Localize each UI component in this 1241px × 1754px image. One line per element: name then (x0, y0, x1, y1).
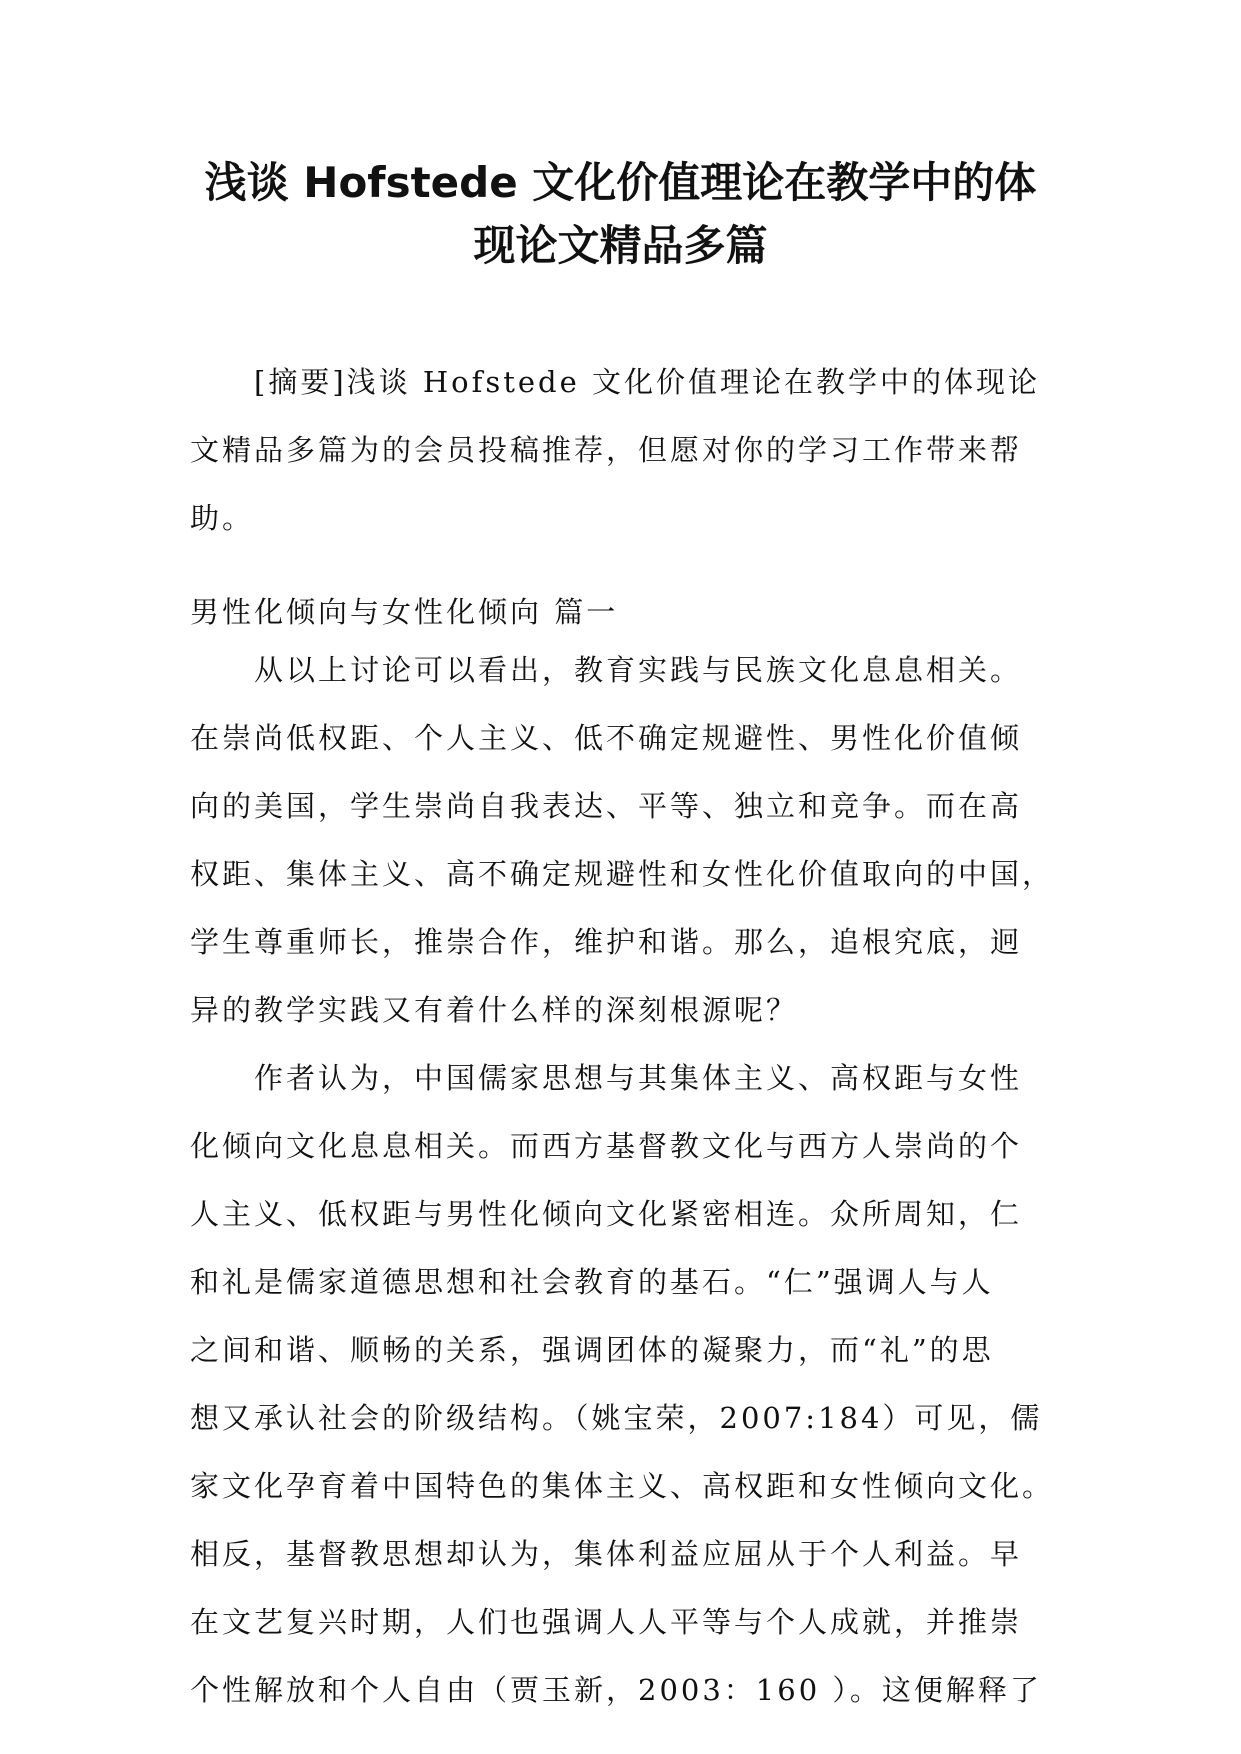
paragraph-1-line: 向的美国，学生崇尚自我表达、平等、独立和竞争。而在高 (190, 789, 1023, 823)
paragraph-2-line: 作者认为，中国儒家思想与其集体主义、高权距与女性 (254, 1061, 1023, 1095)
paragraph-2-line: 想又承认社会的阶级结构。（姚宝荣，2007:184）可见，儒 (190, 1401, 1043, 1435)
paragraph-2-line: 在文艺复兴时期，人们也强调人人平等与个人成就，并推崇 (190, 1605, 1023, 1639)
paragraph-1-line: 从以上讨论可以看出，教育实践与民族文化息息相关。 (254, 653, 1023, 687)
abstract-line: 助。 (190, 501, 255, 535)
paragraph-2-line: 家文化孕育着中国特色的集体主义、高权距和女性倾向文化。 (190, 1469, 1055, 1503)
paragraph-2-line: 和礼是儒家道德思想和社会教育的基石。“仁”强调人与人 (190, 1265, 994, 1299)
body-paragraphs (190, 636, 1055, 1724)
paragraph-1-line: 在崇尚低权距、个人主义、低不确定规避性、男性化价值倾 (190, 721, 1023, 755)
abstract (190, 348, 1050, 552)
paragraph-1-line: 学生尊重师长，推崇合作，维护和谐。那么，追根究底，迥 (190, 925, 1023, 959)
document-title-line-2: 现论文精品多篇 (473, 221, 768, 270)
section-heading-text: 男性化倾向与女性化倾向 篇一 (190, 595, 619, 629)
paragraph-2-line: 人主义、低权距与男性化倾向文化紧密相连。众所周知，仁 (190, 1197, 1023, 1231)
paragraph-1-line: 异的教学实践又有着什么样的深刻根源呢？ (190, 993, 799, 1027)
document-title-line-1: 浅谈 Hofstede 文化价值理论在教学中的体 (204, 158, 1037, 207)
paragraph-2-line: 之间和谐、顺畅的关系，强调团体的凝聚力，而“礼”的思 (190, 1333, 994, 1367)
abstract-line: [摘要]浅谈 Hofstede 文化价值理论在教学中的体现论 (254, 365, 1040, 399)
paragraph-1-line: 权距、集体主义、高不确定规避性和女性化价值取向的中国， (190, 857, 1055, 891)
abstract-line: 文精品多篇为的会员投稿推荐，但愿对你的学习工作带来帮 (190, 433, 1023, 467)
paragraph-2-line: 化倾向文化息息相关。而西方基督教文化与西方人崇尚的个 (190, 1129, 1023, 1163)
paragraph-2-line: 个性解放和个人自由（贾玉新，2003：160 ）。这便解释了 (190, 1673, 1042, 1707)
paragraph-2-line: 相反，基督教思想却认为，集体利益应屈从于个人利益。早 (190, 1537, 1023, 1571)
